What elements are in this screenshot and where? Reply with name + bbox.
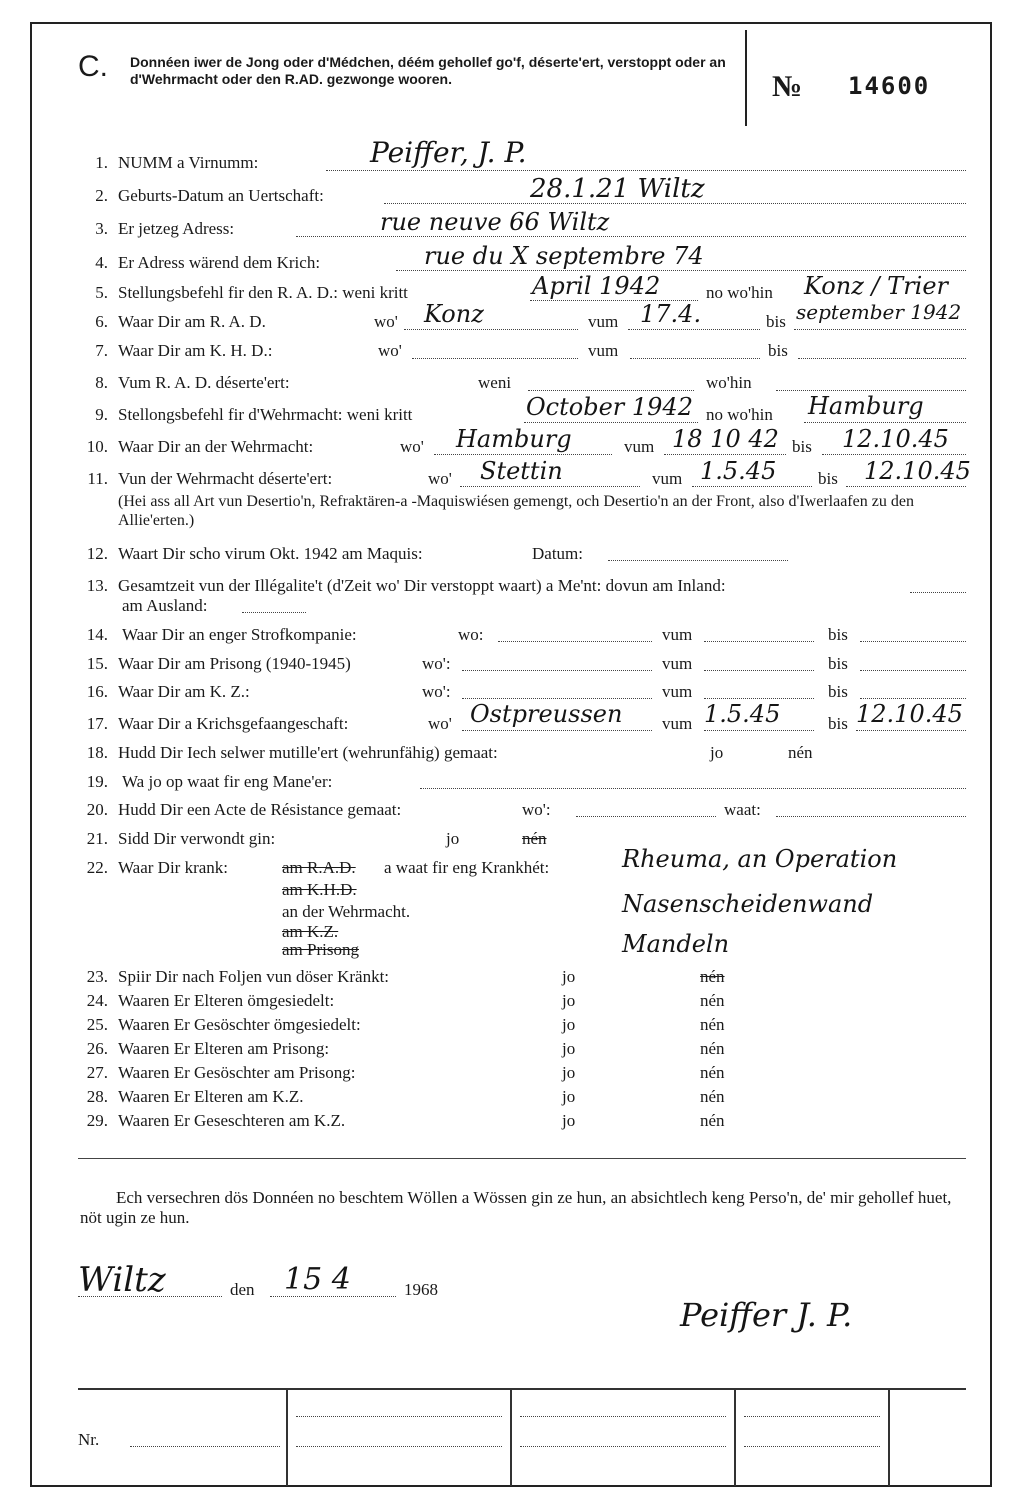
rad-desert-label: Vum R. A. D. déserte'ert: (118, 373, 290, 392)
nen-option[interactable]: nén (700, 1039, 725, 1058)
wehrmacht-wo-line (434, 454, 612, 455)
rad-wohin-label: no wo'hin (706, 283, 773, 302)
war-address-value[interactable]: rue du X septembre 74 (424, 242, 704, 270)
ill-label: Waar Dir krank: (118, 858, 229, 877)
vum-label: vum (662, 654, 693, 673)
resistance-waat-line (776, 816, 966, 817)
row-number: 25. (86, 1015, 108, 1034)
yesno-question: Waaren Er Elteren am K.Z. (118, 1087, 304, 1106)
yesno-question: Waaren Er Geseschteren am K.Z. (118, 1111, 346, 1130)
bis-label: bis (768, 341, 788, 360)
form-number: 14600 (848, 72, 931, 100)
ill-option-kz[interactable]: am K.Z. (282, 922, 339, 941)
gefangenschaft-wo-value[interactable]: Ostpreussen (470, 700, 623, 728)
birth-value[interactable]: 28.1.21 Wiltz (530, 174, 705, 204)
prisong-bis-line (860, 670, 966, 671)
prisong-wo-line (462, 670, 652, 671)
rad-desert-weni-line (528, 390, 694, 391)
desert-vum-line (692, 486, 812, 487)
ill-option-wehrmacht[interactable]: an der Wehrmacht. (282, 902, 411, 921)
row-number: 4. (95, 253, 108, 272)
footer-col-divider (510, 1388, 512, 1486)
gefangenschaft-bis-value[interactable]: 12.10.45 (856, 700, 963, 728)
row-number: 2. (95, 186, 108, 205)
weni-label: weni (478, 373, 512, 392)
row-number: 8. (95, 373, 108, 392)
desert-label: Vun der Wehrmacht déserte'ert: (118, 469, 333, 488)
kz-wo-line (462, 698, 652, 699)
footer-line (744, 1446, 880, 1447)
section-letter: C. (78, 50, 108, 83)
row-number: 12. (86, 544, 108, 563)
row-number: 7. (95, 341, 108, 360)
rad-wo-value[interactable]: Konz (424, 300, 484, 328)
rad-order-label: Stellungsbefehl fir den R. A. D.: weni kritt (118, 283, 408, 302)
footer-col-divider (888, 1388, 890, 1486)
desert-bis-value[interactable]: 12.10.45 (864, 457, 971, 485)
vum-label: vum (588, 312, 619, 331)
rad-wo-line (404, 329, 578, 330)
jo-option[interactable]: jo (446, 829, 460, 848)
row-number: 28. (86, 1087, 108, 1106)
wohin-label: wo'hin (706, 373, 752, 392)
strafkompanie-label: Waar Dir an enger Strofkompanie: (122, 625, 357, 644)
inland-line (910, 592, 966, 593)
wo-label: wo': (522, 800, 551, 819)
vum-label: vum (662, 682, 693, 701)
bis-label: bis (828, 625, 848, 644)
row-number: 16. (86, 682, 108, 701)
desert-wo-line (460, 486, 640, 487)
rad-order-date[interactable]: April 1942 (532, 272, 661, 300)
signature-value[interactable]: Peiffer J. P. (680, 1296, 853, 1334)
row-number: 22. (86, 858, 108, 877)
maquis-label: Waart Dir scho virum Okt. 1942 am Maquis: (118, 544, 423, 563)
war-address-label: Er Adress wärend dem Krich: (118, 253, 321, 272)
row-number: 19. (86, 772, 108, 791)
place-line (78, 1296, 222, 1297)
row-number: 6. (95, 312, 108, 331)
ill-option-khd[interactable]: am K.H.D. (282, 880, 357, 899)
year-label: 1968 (404, 1280, 438, 1299)
gefangenschaft-bis-line (856, 730, 966, 731)
nen-option[interactable]: nén (700, 1015, 725, 1034)
separator-line (78, 1158, 966, 1159)
prisong-label: Waar Dir am Prisong (1940-1945) (118, 654, 351, 673)
khd-bis-line (798, 358, 966, 359)
jo-option[interactable]: jo (562, 1063, 576, 1082)
prisong-vum-line (704, 670, 814, 671)
yesno-question: Spiir Dir nach Foljen vun döser Kränkt: (118, 967, 390, 986)
strafkompanie-wo-line (498, 641, 652, 642)
jo-option[interactable]: jo (562, 991, 576, 1010)
illness-type-label: a waat fir eng Krankhét: (384, 858, 550, 877)
khd-label: Waar Dir am K. H. D.: (118, 341, 273, 360)
row-number: 5. (95, 283, 108, 302)
row-number: 13. (86, 576, 108, 595)
row-number: 14. (86, 625, 108, 644)
nr-line (130, 1446, 280, 1447)
nen-option[interactable]: nén (522, 829, 547, 848)
footer-line (296, 1416, 502, 1417)
wo-label: wo' (428, 714, 452, 733)
header-divider (745, 30, 747, 126)
date-value[interactable]: 15 4 (284, 1262, 351, 1297)
rad-desert-wohin-line (776, 390, 966, 391)
desert-note: (Hei ass all Art vun Desertio'n, Refraktären-a -Maquiswiésen gemengt, och Desertio'n an der Front, also d'Iwerlaafen zu den Allie'erten.) (118, 493, 914, 529)
row-number: 27. (86, 1063, 108, 1082)
datum-label: Datum: (532, 544, 583, 563)
jo-option[interactable]: jo (710, 743, 724, 762)
address-value[interactable]: rue neuve 66 Wiltz (380, 208, 610, 236)
desert-wo-value[interactable]: Stettin (480, 457, 563, 485)
resistance-label: Hudd Dir een Acte de Résistance gemaat: (118, 800, 402, 819)
kz-label: Waar Dir am K. Z.: (118, 682, 250, 701)
nen-option[interactable]: nén (700, 967, 725, 986)
waat-label: waat: (724, 800, 761, 819)
wehrmacht-wohin-line (804, 422, 966, 423)
wo-label: wo' (428, 469, 452, 488)
bis-label: bis (766, 312, 786, 331)
den-label: den (230, 1280, 255, 1299)
row-number: 3. (95, 219, 108, 238)
bis-label: bis (818, 469, 838, 488)
wehrmacht-vum-value[interactable]: 18 10 42 (672, 425, 779, 453)
nen-option[interactable]: nén (700, 1111, 725, 1130)
footer-col-divider (286, 1388, 288, 1486)
row-number: 1. (95, 153, 108, 172)
wehrmacht-order-line (524, 422, 698, 423)
wo-label: wo' (374, 312, 398, 331)
birth-label: Geburts-Datum an Uertschaft: (118, 186, 324, 205)
gefangenschaft-vum-value[interactable]: 1.5.45 (704, 700, 781, 728)
maquis-date-line (608, 560, 788, 561)
wo-label: wo': (422, 654, 451, 673)
rad-vum-value[interactable]: 17.4. (640, 300, 702, 328)
jo-option[interactable]: jo (562, 1039, 576, 1058)
name-label: NUMM a Virnumm: (118, 153, 259, 172)
wehrmacht-wohin-value[interactable]: Hamburg (808, 392, 924, 420)
illegal-label: Gesamtzeit vun der Illégalite't (d'Zeit wo' Dir verstoppt waart) a Me'nt: dovun am Inland: (118, 576, 726, 595)
row-number: 24. (86, 991, 108, 1010)
name-line (326, 170, 966, 171)
row-number: 29. (86, 1111, 108, 1130)
vum-label: vum (624, 437, 655, 456)
bis-label: bis (828, 682, 848, 701)
row-number: 20. (86, 800, 108, 819)
gefangenschaft-vum-line (704, 730, 814, 731)
bis-label: bis (828, 654, 848, 673)
strafkompanie-bis-line (860, 641, 966, 642)
rad-label: Waar Dir am R. A. D. (118, 312, 266, 331)
footer-line (296, 1446, 502, 1447)
footer-line (744, 1416, 880, 1417)
rad-bis-line (794, 329, 966, 330)
wounded-label: Sidd Dir verwondt gin: (118, 829, 276, 848)
wehrmacht-label: Waar Dir an der Wehrmacht: (118, 437, 314, 456)
vum-label: vum (662, 714, 693, 733)
nen-option[interactable]: nén (700, 1087, 725, 1106)
kz-vum-line (704, 698, 814, 699)
row-number: 23. (86, 967, 108, 986)
yesno-question: Waaren Er Elteren ömgesiedelt: (118, 991, 335, 1010)
manner-label: Wa jo op waat fir eng Mane'er: (122, 772, 333, 791)
row-number: 11. (87, 469, 108, 488)
jo-option[interactable]: jo (562, 1111, 576, 1130)
row-number: 26. (86, 1039, 108, 1058)
form-title: Donnéen iwer de Jong oder d'Médchen, déém gehollef go'f, déserte'ert, verstoppt oder an d'Wehrmacht oder den R.AD. gezwonge wooren. (130, 54, 726, 87)
row-number: 21. (86, 829, 108, 848)
ill-option-rad[interactable]: am R.A.D. (282, 858, 356, 877)
row-number: 17. (86, 714, 108, 733)
row-number: 9. (95, 405, 108, 424)
wehrmacht-vum-line (664, 454, 786, 455)
wo-label: wo' (378, 341, 402, 360)
wehrmacht-bis-value[interactable]: 12.10.45 (842, 425, 949, 453)
ausland-line (242, 612, 306, 613)
manner-line (420, 788, 966, 789)
wo-label: wo: (458, 625, 484, 644)
desert-vum-value[interactable]: 1.5.45 (700, 457, 777, 485)
footer-line (520, 1416, 726, 1417)
nen-option[interactable]: nén (700, 991, 725, 1010)
footer-line (520, 1446, 726, 1447)
number-symbol: № (772, 70, 803, 103)
desert-bis-line (846, 486, 966, 487)
wehrmacht-wo-value[interactable]: Hamburg (456, 425, 572, 453)
vum-label: vum (588, 341, 619, 360)
address-label: Er jetzeg Adress: (118, 219, 235, 238)
yesno-question: Waaren Er Gesöschter am Prisong: (118, 1063, 356, 1082)
illness-value-1[interactable]: Rheuma, an Operation (622, 845, 898, 873)
footer-top-line (78, 1388, 966, 1390)
khd-wo-line (412, 358, 578, 359)
bis-label: bis (792, 437, 812, 456)
wehrmacht-bis-line (822, 454, 966, 455)
illness-value-3[interactable]: Mandeln (622, 930, 730, 958)
yesno-question: Waaren Er Elteren am Prisong: (118, 1039, 330, 1058)
mutilated-label: Hudd Dir Iech selwer mutille'ert (wehrunfähig) gemaat: (118, 743, 498, 762)
name-value[interactable]: Peiffer, J. P. (370, 136, 527, 169)
footer-col-divider (734, 1388, 736, 1486)
war-address-line (396, 270, 966, 271)
khd-vum-line (630, 358, 760, 359)
strafkompanie-vum-line (704, 641, 814, 642)
place-value[interactable]: Wiltz (78, 1260, 166, 1300)
rad-vum-line (628, 329, 760, 330)
jo-option[interactable]: jo (562, 1015, 576, 1034)
address-line (296, 236, 966, 237)
resistance-wo-line (576, 816, 716, 817)
wo-label: wo' (400, 437, 424, 456)
wehrmacht-order-date[interactable]: October 1942 (526, 393, 693, 421)
kz-bis-line (860, 698, 966, 699)
row-number: 10. (86, 437, 108, 456)
jo-option[interactable]: jo (562, 1087, 576, 1106)
nen-option[interactable]: nén (788, 743, 813, 762)
nen-option[interactable]: nén (700, 1063, 725, 1082)
wehrmacht-wohin-label: no wo'hin (706, 405, 773, 424)
rad-bis-value[interactable]: september 1942 (796, 300, 962, 324)
wehrmacht-order-label: Stellongsbefehl fir d'Wehrmacht: weni kritt (118, 405, 413, 424)
ausland-label: am Ausland: (122, 596, 208, 615)
declaration-text: Ech versechren dös Donnéen no beschtem Wöllen a Wössen gin ze hun, an absichtlech keng Perso'n, de' mir gehollef huet, nöt ugin ze hun. (80, 1188, 952, 1227)
yesno-question: Waaren Er Gesöschter ömgesiedelt: (118, 1015, 361, 1034)
vum-label: vum (662, 625, 693, 644)
illness-value-2[interactable]: Nasenscheidenwand (622, 890, 874, 918)
jo-option[interactable]: jo (562, 967, 576, 986)
ill-option-prisong[interactable]: am Prisong (282, 940, 359, 959)
gefangenschaft-wo-line (462, 730, 652, 731)
bis-label: bis (828, 714, 848, 733)
row-number: 15. (86, 654, 108, 673)
row-number: 18. (86, 743, 108, 762)
gefangenschaft-label: Waar Dir a Krichsgefaangeschaft: (118, 714, 349, 733)
nr-label: Nr. (78, 1430, 100, 1449)
wo-label: wo': (422, 682, 451, 701)
rad-wohin-value[interactable]: Konz / Trier (804, 272, 949, 300)
vum-label: vum (652, 469, 683, 488)
